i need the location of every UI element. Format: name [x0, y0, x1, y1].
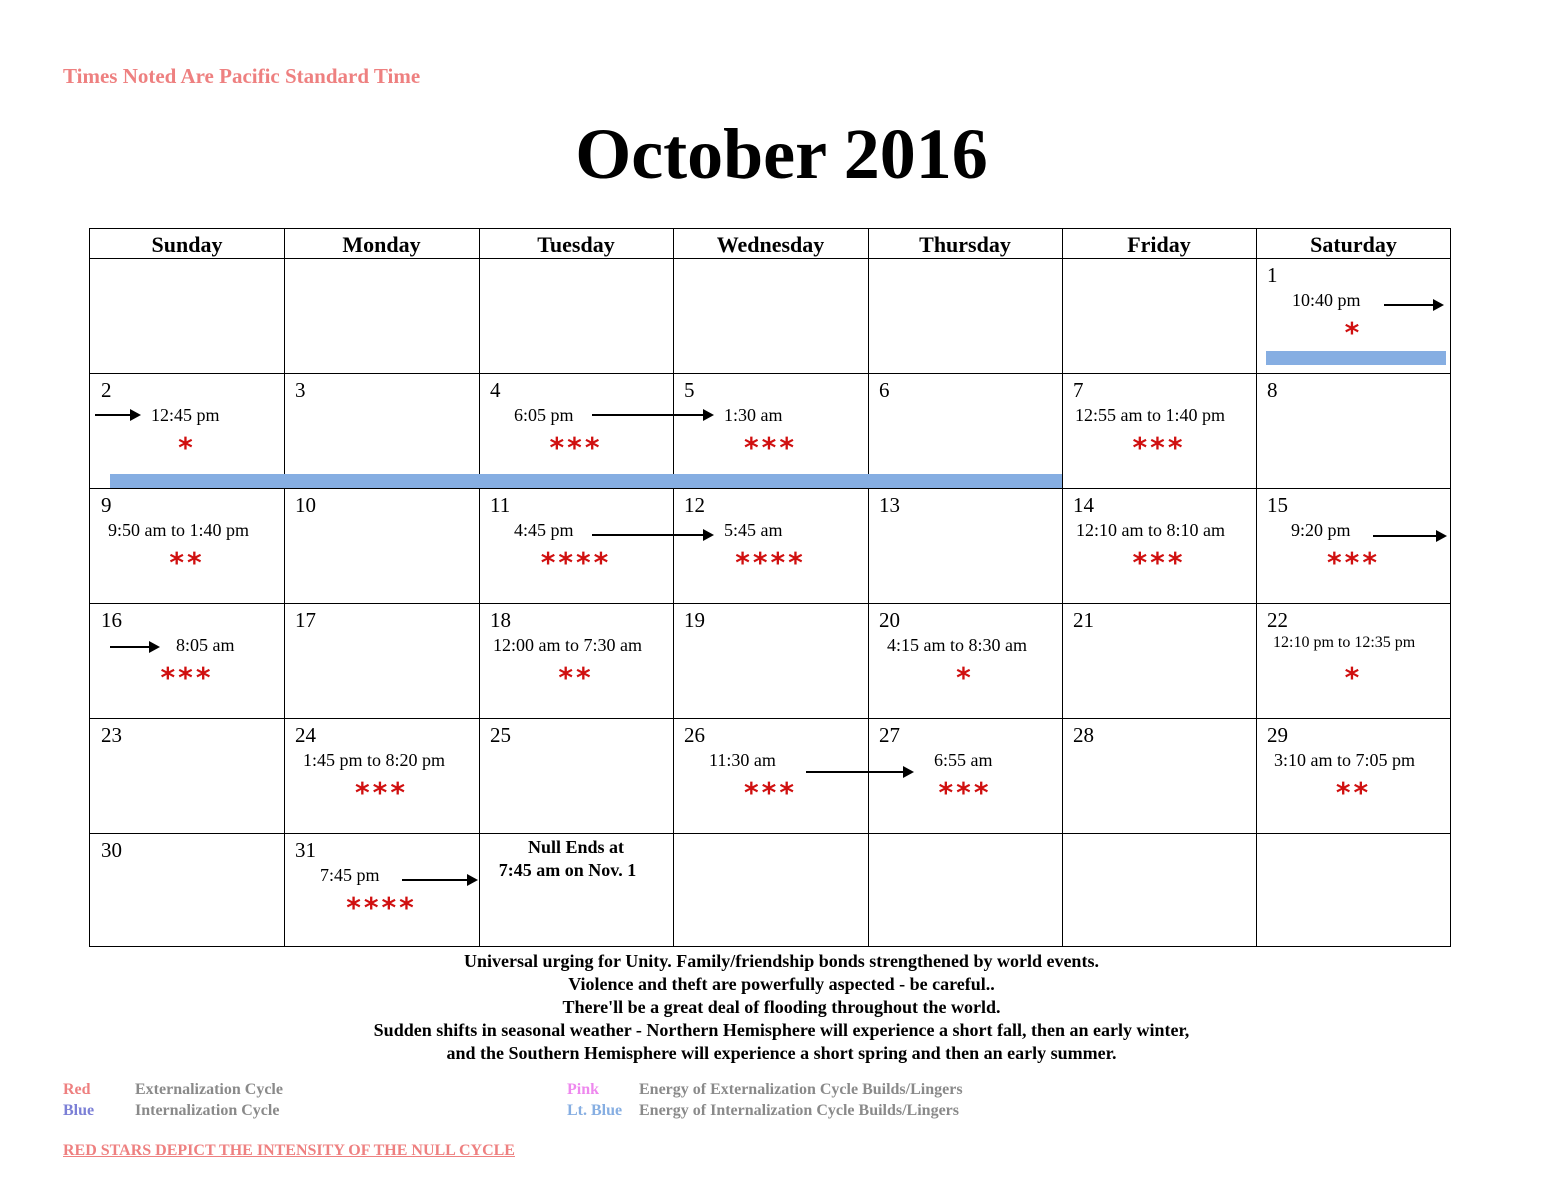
intensity-stars: ****	[540, 546, 612, 579]
day-number: 20	[879, 608, 900, 632]
forecast-line: Sudden shifts in seasonal weather - Northern Hemisphere will experience a short fall, then an early winter,	[373, 1020, 1190, 1040]
day-number: 24	[295, 723, 316, 747]
day-number: 2	[101, 378, 112, 402]
arrow-right-icon	[592, 414, 712, 416]
grid-line	[284, 229, 285, 946]
day-number: 11	[490, 493, 511, 517]
intensity-stars: *	[178, 431, 196, 464]
stars-legend-note: RED STARS DEPICT THE INTENSITY OF THE NULL CYCLE	[63, 1142, 515, 1159]
weekday-header-saturday: Saturday	[1310, 232, 1397, 257]
grid-line	[90, 258, 1450, 259]
intensity-stars: ***	[938, 776, 992, 809]
day-number: 23	[101, 723, 122, 747]
null-time: 4:45 pm	[514, 520, 574, 540]
null-time: 12:10 pm to 12:35 pm	[1273, 634, 1416, 651]
day-number: 19	[684, 608, 705, 632]
weekday-header-thursday: Thursday	[919, 232, 1011, 257]
null-time: 10:40 pm	[1292, 290, 1361, 310]
null-time: 9:50 am to 1:40 pm	[108, 520, 249, 540]
arrow-right-icon	[806, 771, 912, 773]
legend-key-lt-blue: Lt. Blue	[567, 1102, 623, 1119]
arrow-right-icon	[592, 534, 712, 536]
day-number: 12	[684, 493, 705, 517]
day-number: 13	[879, 493, 900, 517]
null-time: 6:55 am	[934, 750, 993, 770]
intensity-stars: *	[1344, 661, 1363, 694]
timezone-note: Times Noted Are Pacific Standard Time	[63, 64, 421, 88]
grid-line	[673, 229, 674, 946]
null-time: 8:05 am	[176, 635, 235, 655]
null-time: 1:45 pm to 8:20 pm	[303, 750, 446, 770]
intensity-stars: ***	[160, 661, 214, 694]
calendar-grid	[89, 228, 1451, 947]
forecast-line: Universal urging for Unity. Family/friendship bonds strengthened by world events.	[464, 951, 1099, 971]
arrow-right-icon	[1373, 535, 1445, 537]
arrow-right-icon	[95, 414, 139, 416]
weekday-header-sunday: Sunday	[151, 232, 223, 257]
day-number: 21	[1073, 608, 1094, 632]
page-title: October 2016	[575, 114, 988, 194]
intensity-stars: ***	[1132, 546, 1186, 579]
legend-key-blue: Blue	[63, 1102, 95, 1119]
day-number: 26	[684, 723, 705, 747]
day-number: 25	[490, 723, 511, 747]
null-time: 12:55 am to 1:40 pm	[1075, 405, 1225, 425]
day-number: 27	[879, 723, 900, 747]
arrow-right-icon	[110, 646, 158, 648]
internalization-bar	[1266, 351, 1446, 365]
day-number: 7	[1073, 378, 1084, 402]
intensity-stars: ****	[346, 891, 417, 924]
day-number: 28	[1073, 723, 1094, 747]
grid-line	[90, 603, 1450, 604]
grid-line	[90, 718, 1450, 719]
day-number: 5	[684, 378, 695, 402]
day-number: 15	[1267, 493, 1288, 517]
day-number: 4	[490, 378, 501, 402]
day-number: 9	[101, 493, 112, 517]
monthly-forecast	[0, 950, 1563, 1065]
day-number: 30	[101, 838, 122, 862]
null-time: 4:15 am to 8:30 am	[887, 635, 1027, 655]
day-number: 8	[1267, 378, 1278, 402]
intensity-stars: **	[169, 546, 205, 579]
intensity-stars: ***	[1132, 431, 1186, 464]
intensity-stars: **	[1335, 776, 1372, 809]
null-time: 9:20 pm	[1291, 520, 1351, 540]
day-number: 18	[490, 608, 511, 632]
day-number: 3	[295, 378, 306, 402]
weekday-header-monday: Monday	[342, 232, 421, 257]
day-number: 29	[1267, 723, 1288, 747]
intensity-stars: ***	[744, 431, 797, 464]
null-time: 12:10 am to 8:10 am	[1076, 520, 1225, 540]
intensity-stars: ***	[355, 776, 408, 809]
arrow-right-icon	[1384, 304, 1442, 306]
day-number: 6	[879, 378, 890, 402]
null-time: 11:30 am	[709, 750, 776, 770]
day-number: 1	[1267, 263, 1278, 287]
intensity-stars: *	[956, 661, 974, 694]
grid-line	[90, 488, 1450, 489]
legend-desc-lt-blue: Energy of Internalization Cycle Builds/Lingers	[639, 1102, 959, 1119]
null-time: 5:45 am	[724, 520, 783, 540]
day-number: 31	[295, 838, 316, 862]
day-number: 16	[101, 608, 122, 632]
null-time: 7:45 pm	[320, 865, 380, 885]
legend-key-pink: Pink	[567, 1081, 600, 1098]
null-time: 1:30 am	[724, 405, 783, 425]
day-number: 10	[295, 493, 316, 517]
weekday-header-friday: Friday	[1127, 232, 1191, 257]
legend-desc-blue: Internalization Cycle	[135, 1102, 280, 1119]
intensity-stars: **	[558, 661, 594, 694]
null-end-line-1: Null Ends at	[527, 837, 625, 857]
day-number: 14	[1073, 493, 1094, 517]
internalization-bar	[110, 474, 1062, 488]
legend-desc-red: Externalization Cycle	[135, 1081, 283, 1098]
grid-line	[868, 229, 869, 946]
grid-line	[90, 833, 1450, 834]
day-number: 17	[295, 608, 316, 632]
grid-line	[90, 373, 1450, 374]
legend-key-red: Red	[63, 1081, 91, 1098]
legend-desc-pink: Energy of Externalization Cycle Builds/Lingers	[639, 1081, 963, 1098]
intensity-stars: ***	[1327, 546, 1380, 579]
weekday-header-tuesday: Tuesday	[537, 232, 615, 257]
null-time: 6:05 pm	[514, 405, 574, 425]
forecast-line: and the Southern Hemisphere will experience a short spring and then an early summer.	[446, 1043, 1117, 1063]
grid-line	[1062, 229, 1063, 946]
intensity-stars: *	[1344, 316, 1363, 349]
null-end-line-2: 7:45 am on Nov. 1	[498, 860, 637, 880]
null-end-note	[479, 836, 673, 882]
intensity-stars: ***	[744, 776, 797, 809]
null-time: 3:10 am to 7:05 pm	[1274, 750, 1415, 770]
null-time: 12:00 am to 7:30 am	[493, 635, 642, 655]
weekday-header-wednesday: Wednesday	[716, 232, 825, 257]
day-number: 22	[1267, 608, 1288, 632]
forecast-line: There'll be a great deal of flooding throughout the world.	[562, 997, 1001, 1017]
null-time: 12:45 pm	[151, 405, 220, 425]
intensity-stars: ****	[735, 546, 806, 579]
intensity-stars: ***	[549, 431, 603, 464]
forecast-line: Violence and theft are powerfully aspected - be careful..	[568, 974, 995, 994]
